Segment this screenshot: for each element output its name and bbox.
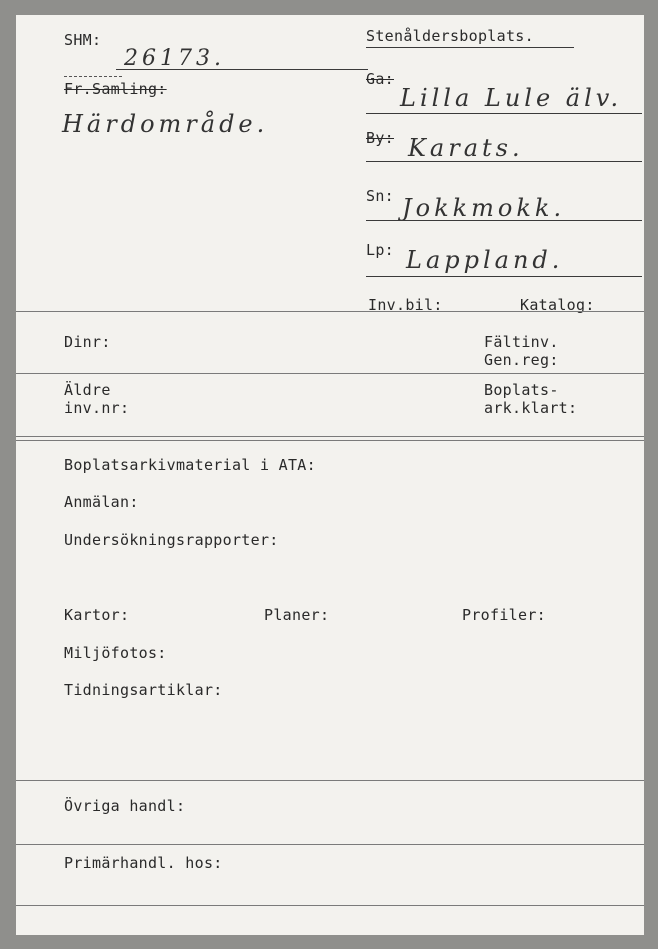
fr-samling-label: Fr.Samling: <box>64 80 167 98</box>
sn-label: Sn: <box>366 187 394 205</box>
shm-label: SHM: <box>64 31 102 49</box>
archive-heading: Boplatsarkivmaterial i ATA: <box>64 456 316 474</box>
ovriga-label: Övriga handl: <box>64 797 186 815</box>
undersokning-label: Undersökningsrapporter: <box>64 531 279 549</box>
by-value: Karats. <box>408 134 524 162</box>
miljofotos-label: Miljöfotos: <box>64 644 167 662</box>
lp-line <box>366 276 642 277</box>
primarhandl-label: Primärhandl. hos: <box>64 854 223 872</box>
katalog-label: Katalog: <box>520 296 595 314</box>
ga-label: Ga: <box>366 70 394 88</box>
faltinv-label: Fältinv. <box>484 333 559 351</box>
divider-4 <box>16 780 644 781</box>
ga-line <box>366 113 642 114</box>
arkklart-label: ark.klart: <box>484 399 578 417</box>
divider-5 <box>16 844 644 845</box>
divider-3b <box>16 440 644 441</box>
boplats-label: Boplats- <box>484 381 559 399</box>
shm-dashed-line <box>64 76 122 77</box>
anmalan-label: Anmälan: <box>64 493 139 511</box>
shm-value: 26173. <box>124 46 225 71</box>
title-underline <box>366 47 574 48</box>
aldre-label: Äldre <box>64 381 111 399</box>
lp-label: Lp: <box>366 241 394 259</box>
profiler-label: Profiler: <box>462 606 546 624</box>
by-line <box>366 161 642 162</box>
lp-value: Lappland. <box>406 246 564 274</box>
planer-label: Planer: <box>264 606 330 624</box>
genreg-label: Gen.reg: <box>484 351 559 369</box>
ga-value: Lilla Lule älv. <box>400 84 623 112</box>
divider-2 <box>16 373 644 374</box>
tidningsartiklar-label: Tidningsartiklar: <box>64 681 223 699</box>
index-card <box>16 15 644 935</box>
dinr-label: Dinr: <box>64 333 111 351</box>
divider-1 <box>16 311 644 312</box>
kartor-label: Kartor: <box>64 606 130 624</box>
sn-line <box>366 220 642 221</box>
invnr-label: inv.nr: <box>64 399 130 417</box>
divider-6 <box>16 905 644 906</box>
divider-3a <box>16 436 644 437</box>
card-title: Stenåldersboplats. <box>366 27 534 45</box>
sn-value: Jokkmokk. <box>402 194 566 222</box>
inv-bil-label: Inv.bil: <box>368 296 443 314</box>
fr-samling-value: Härdområde. <box>62 110 269 138</box>
by-label: By: <box>366 129 394 147</box>
